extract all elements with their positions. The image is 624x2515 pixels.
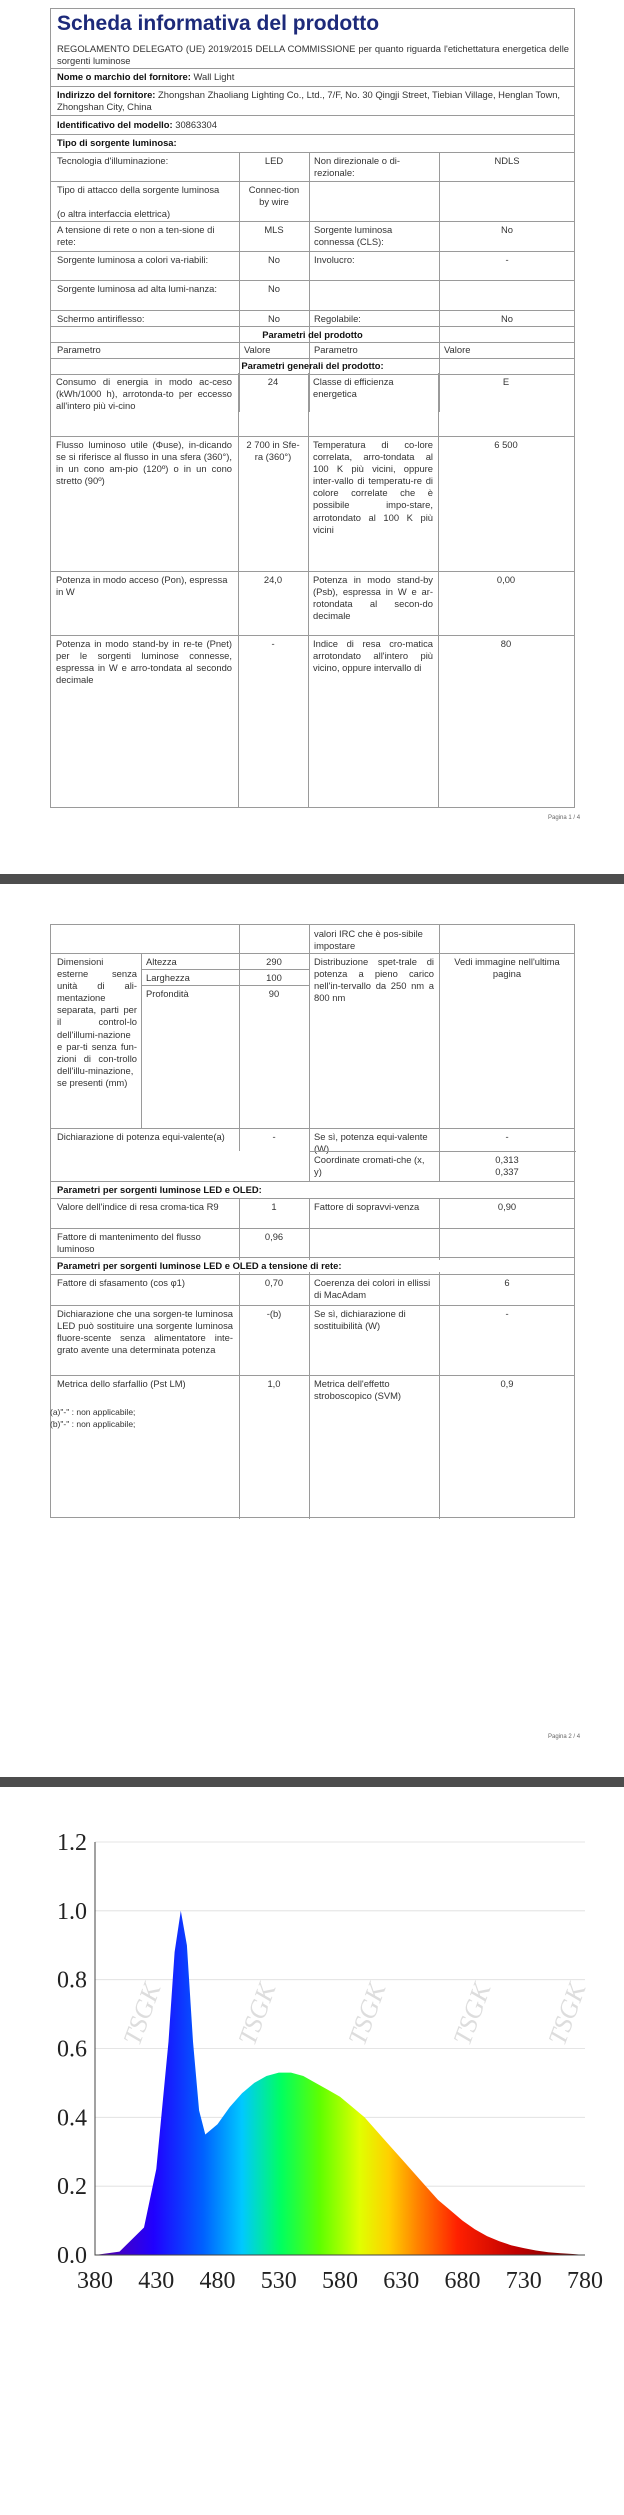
nondir-label: Non direzionale o di-rezionale: (314, 155, 400, 179)
envelope-label: Involucro: (314, 254, 355, 265)
x-tick-label: 630 (383, 2268, 420, 2294)
depth-label: Profondità (146, 988, 189, 999)
chromaticity-x: 0,313 (495, 1154, 519, 1165)
cri-cont: valori IRC che è pos-sibile impostare (314, 928, 423, 952)
tech-value: LED (264, 155, 284, 166)
macadam-value: 6 (504, 1277, 510, 1288)
survival-value: 0,90 (497, 1201, 517, 1212)
replace2-value: - (505, 1308, 509, 1319)
nondir-value: NDLS (494, 155, 520, 166)
tech-label: Tecnologia d'illuminazione: (57, 155, 169, 166)
general-params-grid (50, 373, 575, 808)
cct-value: 6 500 (494, 439, 518, 450)
colour-value: No (268, 254, 280, 265)
col-param-2: Parametro (314, 344, 358, 355)
y-tick-label: 1.0 (57, 1898, 87, 1925)
macadam-label: Coerenza dei colori in ellissi di MacAdam (314, 1277, 431, 1301)
cls-value: No (501, 224, 513, 235)
chromaticity-label: Coordinate cromati-che (x, y) (314, 1154, 425, 1178)
col-value-2: Valore (444, 344, 471, 355)
general-heading: Parametri generali del prodotto: (241, 360, 384, 371)
height-value: 290 (266, 956, 282, 967)
regulation-text: REGOLAMENTO DELEGATO (UE) 2019/2015 DELLA COMMISSIONE per quanto riguarda l'etichettatura energetica delle sorgenti luminose (57, 43, 569, 67)
cri-label: Indice di resa cro-matica arrotondato all'intero più vicino, oppure intervallo di (313, 638, 433, 674)
col-value-1: Valore (244, 344, 271, 355)
spd-label: Distribuzione spet-trale di potenza a pieno carico nell'in-tervallo da 250 nm a 800 nm (314, 956, 434, 1004)
note-a: (a)"-" : non applicabile; (50, 1407, 136, 1417)
efficiency-class-label: Classe di efficienza energetica (313, 376, 394, 400)
y-tick-label: 0.0 (57, 2243, 87, 2269)
cosphi-label: Fattore di sfasamento (cos φ1) (57, 1277, 186, 1288)
x-tick-label: 730 (505, 2268, 542, 2294)
eq-power2-label: Se sì, potenza equi-valente (W) (314, 1131, 428, 1155)
watermark-text: TSGK (542, 1979, 592, 2049)
efficiency-class-value: E (502, 376, 510, 387)
standby-power-label: Potenza in modo stand-by (Psb), espressa in W e ar-rotondata al secon-do decimale (313, 574, 433, 622)
replace2-label: Se sì, dichiarazione di sostituibilità (W) (314, 1308, 406, 1332)
chromaticity-y: 0,337 (495, 1166, 519, 1177)
survival-label: Fattore di sopravvi-venza (314, 1201, 420, 1212)
x-tick-label: 480 (199, 2268, 236, 2294)
params-heading: Parametri del prodotto (262, 329, 363, 340)
mains-heading: Parametri per sorgenti luminose LED e OLED a tensione di rete: (57, 1260, 569, 1272)
supplier-address-row: Indirizzo del fornitore: Zhongshan Zhaoliang Lighting Co., Ltd., 7/F, No. 30 Qingji Street, Tiebian Village, Henglan Town, Zhongshan City, China (57, 89, 561, 113)
page-separator-2 (0, 1777, 624, 1787)
energy-value: 24 (267, 376, 279, 387)
watermark-text: TSGK (117, 1979, 167, 2049)
on-mode-power-label: Potenza in modo acceso (Pon), espressa in W (56, 574, 228, 598)
eq-power2-value: - (505, 1131, 509, 1142)
svm-label: Metrica dell'effetto stroboscopico (SVM) (314, 1378, 402, 1402)
width-label: Larghezza (146, 972, 190, 983)
x-tick-label: 680 (444, 2268, 481, 2294)
height-label: Altezza (146, 956, 177, 967)
svm-value: 0,9 (500, 1378, 514, 1389)
high-luminance-value: No (268, 283, 280, 294)
width-value: 100 (266, 972, 282, 983)
cri-value: 80 (500, 638, 512, 649)
dimmable-label: Regolabile: (314, 313, 361, 324)
x-tick-label: 780 (567, 2268, 603, 2294)
eq-power-label: Dichiarazione di potenza equi-valente(a) (57, 1131, 225, 1142)
standby-power-value: 0,00 (496, 574, 516, 585)
page-separator (0, 874, 624, 884)
page-number-1: Pagina 1 / 4 (548, 815, 581, 821)
envelope-value: - (505, 254, 509, 265)
networked-standby-label: Potenza in modo stand-by in re-te (Pnet) per le sorgenti luminose connesse, espressa in W e arro-tondata al secondo decimale (56, 638, 232, 686)
source-type-heading: Tipo di sorgente luminosa: (57, 137, 177, 148)
flicker-label: Metrica dello sfarfallio (Pst LM) (57, 1378, 186, 1389)
model-id-row: Identificativo del modello: 30863304 (57, 119, 217, 130)
watermark-text: TSGK (232, 1979, 282, 2049)
x-tick-label: 530 (260, 2268, 297, 2294)
spd-value: Vedi immagine nell'ultima pagina (454, 956, 560, 980)
energy-label: Consumo di energia in modo ac-ceso (kWh/1000 h), arrotonda-to per eccesso all'intero più vi-cino (56, 376, 232, 412)
page-number-2: Pagina 2 / 4 (548, 1734, 581, 1740)
colour-label: Sorgente luminosa a colori va-riabili: (57, 254, 209, 265)
led-heading: Parametri per sorgenti luminose LED e OLED: (57, 1184, 262, 1195)
networked-standby-value: - (271, 638, 275, 649)
cls-label: Sorgente luminosa connessa (CLS): (314, 224, 393, 248)
lumen-maint-value: 0,96 (264, 1231, 284, 1242)
y-tick-label: 0.8 (57, 1967, 87, 1994)
spectral-distribution-chart (0, 1787, 624, 2510)
page-title: Scheda informativa del prodotto (57, 12, 380, 35)
page-2 (0, 884, 624, 1764)
replace-label: Dichiarazione che una sorgen-te luminosa LED può sostituire una sorgente luminosa fluore-scente senza alimentatore inte-grato avente una determinata potenza (57, 1308, 233, 1356)
y-tick-label: 0.4 (57, 2105, 87, 2132)
mains-value: MLS (264, 224, 284, 235)
cap-label: Tipo di attacco della sorgente luminosa (57, 184, 220, 195)
dimensions-label: Dimensioni esterne senza unità di ali-mentazione separata, parti per il control-lo dell'illumi-nazione e par-ti senza fun-zioni di con-trollo dell'illu-minazione, se presenti (mm) (57, 956, 137, 1088)
flux-value: 2 700 in Sfe-ra (360°) (246, 439, 300, 463)
x-tick-label: 430 (138, 2268, 175, 2294)
replace-value: -(b) (266, 1308, 282, 1319)
lumen-maint-label: Fattore di mantenimento del flusso luminoso (57, 1231, 201, 1255)
note-b: (b)"-" : non applicabile; (50, 1419, 136, 1429)
spectrum-area (95, 1911, 585, 2255)
r9-label: Valore dell'indice di resa croma-tica R9 (57, 1201, 219, 1212)
dimmable-value: No (501, 313, 513, 324)
x-tick-label: 580 (322, 2268, 358, 2294)
cosphi-value: 0,70 (264, 1277, 284, 1288)
r9-value: 1 (271, 1201, 277, 1212)
glare-value: No (268, 313, 280, 324)
cap-value: Connec-tion by wire (248, 184, 300, 208)
watermark-text: TSGK (342, 1979, 392, 2049)
x-tick-label: 380 (77, 2268, 113, 2294)
flux-label: Flusso luminoso utile (Φuse), in-dicando se si riferisce al flusso in una sfera (360°), in un cono am-pio (120º) o in un cono stretto (90º) (56, 439, 232, 487)
depth-value: 90 (268, 988, 280, 999)
col-param-1: Parametro (57, 344, 101, 355)
on-mode-power-value: 24,0 (263, 574, 283, 585)
y-tick-label: 1.2 (57, 1830, 87, 1856)
high-luminance-label: Sorgente luminosa ad alta lumi-nanza: (57, 283, 217, 294)
cct-label: Temperatura di co-lore correlata, arro-tondata al 100 K più vicini, oppure inter-vallo di temperatu-re di colore correlate che è possibile impo-stare, arrotondato al 100 K più vicini (313, 439, 433, 535)
mains-label: A tensione di rete o non a ten-sione di rete: (57, 224, 215, 248)
y-tick-label: 0.2 (57, 2174, 87, 2201)
page-1 (0, 0, 624, 870)
flicker-value: 1,0 (267, 1378, 281, 1389)
page-3 (0, 1787, 624, 2510)
eq-power-value: - (272, 1131, 276, 1142)
glare-label: Schermo antiriflesso: (57, 313, 145, 324)
watermark-text: TSGK (447, 1979, 497, 2049)
supplier-name-row: Nome o marchio del fornitore: Wall Light (57, 71, 235, 82)
y-tick-label: 0.6 (57, 2036, 87, 2063)
cap-label-2: (o altra interfaccia elettrica) (57, 208, 171, 219)
